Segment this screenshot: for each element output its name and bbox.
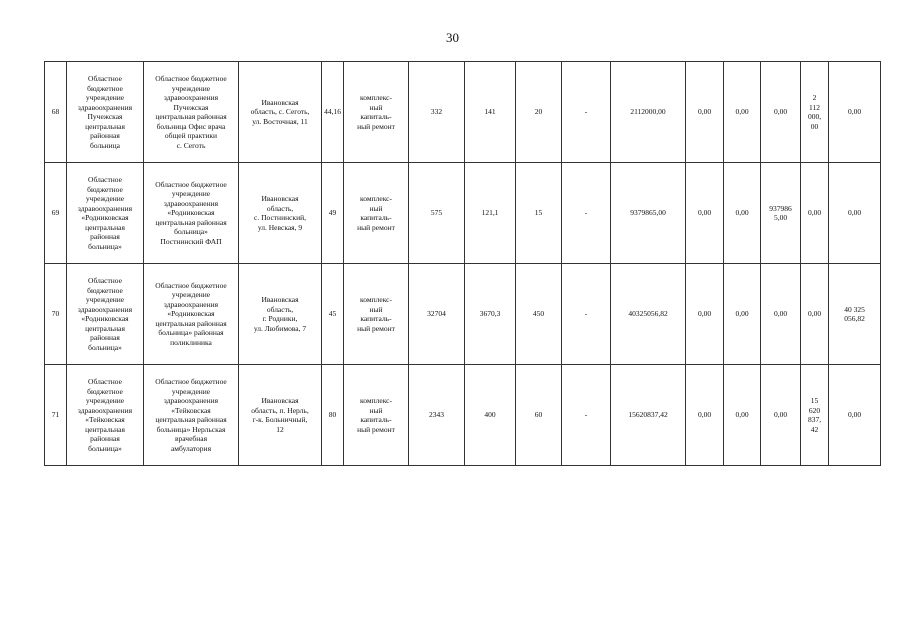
work-type-cell: комплекс- ный капиталь- ный ремонт bbox=[344, 264, 409, 365]
value-col15-cell: 0,00 bbox=[829, 365, 881, 466]
value-col11-cell: 0,00 bbox=[686, 264, 724, 365]
value-col6-cell: 575 bbox=[409, 163, 465, 264]
total-amount-cell: 2112000,00 bbox=[611, 62, 686, 163]
value-col13-cell: 0,00 bbox=[761, 62, 801, 163]
value-col11-cell: 0,00 bbox=[686, 163, 724, 264]
data-table bbox=[44, 61, 881, 466]
value-col14-cell: 2 112 000, 00 bbox=[801, 62, 829, 163]
facility-cell: Областное бюджетное учреждение здравоохранения «Родниковская центральная районная больница» Постнинский ФАП bbox=[144, 163, 239, 264]
organization-cell: Областное бюджетное учреждение здравоохранения «Родниковская центральная районная больница» bbox=[67, 264, 144, 365]
value-col7-cell: 141 bbox=[465, 62, 516, 163]
value-col9-cell: - bbox=[562, 365, 611, 466]
address-cell: Ивановская область, с. Постнинский, ул. Невская, 9 bbox=[239, 163, 322, 264]
facility-cell: Областное бюджетное учреждение здравоохранения «Тейковская центральная районная больница» Нерльская врачебная амбулатория bbox=[144, 365, 239, 466]
value-col11-cell: 0,00 bbox=[686, 365, 724, 466]
address-cell: Ивановская область, с. Сеготь, ул. Восточная, 11 bbox=[239, 62, 322, 163]
row-number-cell: 70 bbox=[45, 264, 67, 365]
value-col13-cell: 0,00 bbox=[761, 264, 801, 365]
organization-cell: Областное бюджетное учреждение здравоохранения «Тейковская центральная районная больница» bbox=[67, 365, 144, 466]
table-row bbox=[45, 264, 881, 365]
facility-cell: Областное бюджетное учреждение здравоохранения «Родниковская центральная районная больница» районная поликлиника bbox=[144, 264, 239, 365]
value-col6-cell: 32704 bbox=[409, 264, 465, 365]
value-col14-cell: 0,00 bbox=[801, 264, 829, 365]
value-col13-cell: 937986 5,00 bbox=[761, 163, 801, 264]
page-number: 30 bbox=[446, 30, 459, 45]
value-col7-cell: 400 bbox=[465, 365, 516, 466]
facility-cell: Областное бюджетное учреждение здравоохранения Пучежская центральная районная больница Офис врача общей практики с. Сеготь bbox=[144, 62, 239, 163]
value-col8-cell: 20 bbox=[516, 62, 562, 163]
value-col9-cell: - bbox=[562, 264, 611, 365]
value-col12-cell: 0,00 bbox=[724, 365, 761, 466]
area-cell: 49 bbox=[322, 163, 344, 264]
value-col11-cell: 0,00 bbox=[686, 62, 724, 163]
area-cell: 45 bbox=[322, 264, 344, 365]
address-cell: Ивановская область, п. Нерль, г-к. Больничный, 12 bbox=[239, 365, 322, 466]
value-col12-cell: 0,00 bbox=[724, 264, 761, 365]
organization-cell: Областное бюджетное учреждение здравоохранения Пучежская центральная районная больница bbox=[67, 62, 144, 163]
value-col9-cell: - bbox=[562, 62, 611, 163]
total-amount-cell: 40325056,82 bbox=[611, 264, 686, 365]
area-cell: 80 bbox=[322, 365, 344, 466]
work-type-cell: комплекс- ный капиталь- ный ремонт bbox=[344, 62, 409, 163]
value-col12-cell: 0,00 bbox=[724, 62, 761, 163]
row-number-cell: 68 bbox=[45, 62, 67, 163]
value-col8-cell: 450 bbox=[516, 264, 562, 365]
value-col6-cell: 2343 bbox=[409, 365, 465, 466]
value-col9-cell: - bbox=[562, 163, 611, 264]
row-number-cell: 71 bbox=[45, 365, 67, 466]
organization-cell: Областное бюджетное учреждение здравоохранения «Родниковская центральная районная больница» bbox=[67, 163, 144, 264]
value-col15-cell: 0,00 bbox=[829, 163, 881, 264]
value-col13-cell: 0,00 bbox=[761, 365, 801, 466]
value-col14-cell: 15 620 837, 42 bbox=[801, 365, 829, 466]
total-amount-cell: 9379865,00 bbox=[611, 163, 686, 264]
table-row bbox=[45, 365, 881, 466]
table-row bbox=[45, 163, 881, 264]
row-number-cell: 69 bbox=[45, 163, 67, 264]
value-col8-cell: 15 bbox=[516, 163, 562, 264]
value-col6-cell: 332 bbox=[409, 62, 465, 163]
work-type-cell: комплекс- ный капиталь- ный ремонт bbox=[344, 365, 409, 466]
value-col7-cell: 3670,3 bbox=[465, 264, 516, 365]
value-col8-cell: 60 bbox=[516, 365, 562, 466]
table-row bbox=[45, 62, 881, 163]
value-col15-cell: 0,00 bbox=[829, 62, 881, 163]
value-col14-cell: 0,00 bbox=[801, 163, 829, 264]
value-col15-cell: 40 325 056,82 bbox=[829, 264, 881, 365]
area-cell: 44,16 bbox=[322, 62, 344, 163]
value-col12-cell: 0,00 bbox=[724, 163, 761, 264]
total-amount-cell: 15620837,42 bbox=[611, 365, 686, 466]
work-type-cell: комплекс- ный капиталь- ный ремонт bbox=[344, 163, 409, 264]
address-cell: Ивановская область, г. Родники, ул. Любимова, 7 bbox=[239, 264, 322, 365]
value-col7-cell: 121,1 bbox=[465, 163, 516, 264]
